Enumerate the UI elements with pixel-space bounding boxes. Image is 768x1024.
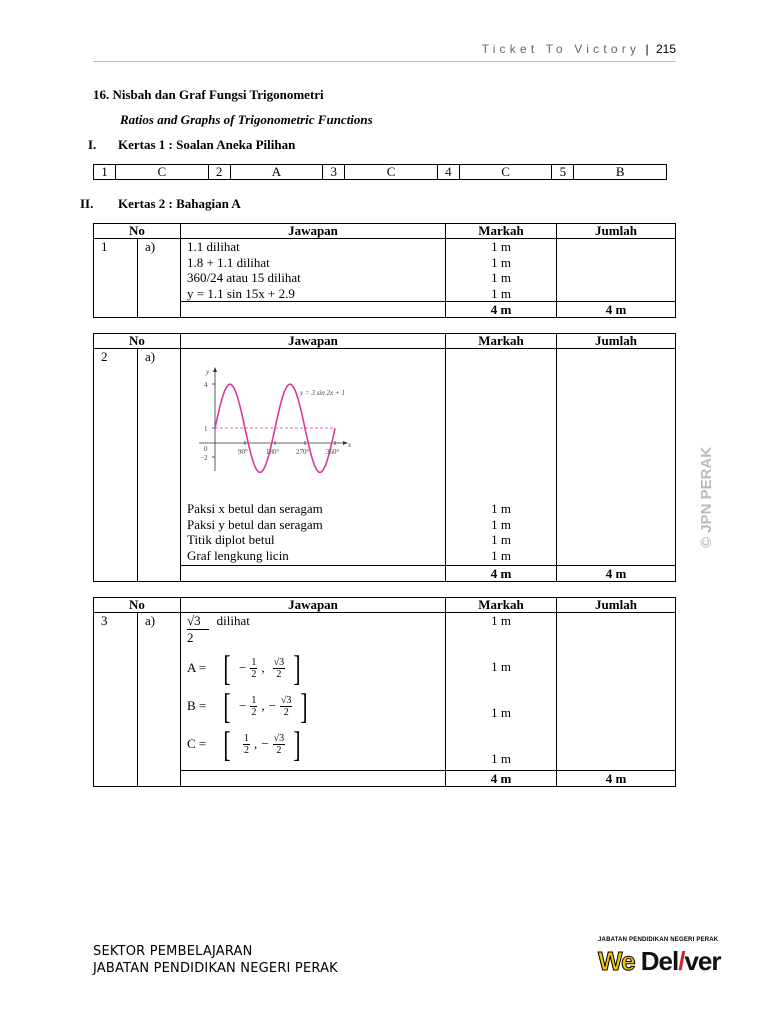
q2-mark: 1 m	[491, 516, 511, 532]
header-jawapan: Jawapan	[181, 598, 446, 613]
header-jumlah: Jumlah	[557, 598, 676, 613]
denominator: 2	[251, 668, 257, 680]
y-tick-neg2: −2	[200, 454, 208, 462]
y-fraction	[273, 657, 286, 680]
q3-total-sum: 4 m	[557, 771, 676, 787]
comma: ,	[261, 660, 265, 676]
q3-seen-row	[187, 613, 445, 649]
point-C	[187, 725, 445, 763]
q1-mark: 1 m	[491, 285, 511, 301]
q1-total-blank	[181, 302, 446, 318]
q2-mark: 1 m	[491, 501, 511, 516]
mcq-q1: 1	[94, 165, 116, 180]
mcq-answer-table	[93, 164, 667, 180]
denominator: 2	[276, 744, 282, 756]
q2-total-blank	[181, 566, 446, 582]
right-bracket: ]	[293, 648, 301, 688]
q1-part: a)	[138, 239, 181, 318]
numerator: √3	[280, 694, 292, 706]
y-tick-1: 1	[204, 425, 208, 433]
q1-mark: 1 m	[491, 239, 511, 254]
numerator: 1	[251, 656, 257, 668]
sqrt3-over-2	[187, 613, 209, 645]
comma: ,	[261, 698, 265, 714]
q3-total-mark: 4 m	[446, 771, 557, 787]
numerator: √3	[273, 656, 285, 668]
q2-mark: 1 m	[491, 547, 511, 563]
q3-marks-cell	[446, 613, 557, 771]
header-markah: Markah	[446, 334, 557, 349]
q2-mark: 1 m	[491, 532, 511, 548]
x-fraction	[250, 657, 257, 680]
watermark: © JPN PERAK	[698, 446, 715, 548]
denominator: 2	[276, 668, 282, 680]
q3-mark: 1 m	[491, 751, 511, 766]
q3-answer-cell	[181, 613, 446, 771]
q1-line: 1.1 dilihat	[187, 239, 240, 254]
page-number: 215	[655, 42, 676, 56]
point-A-coords	[233, 657, 291, 680]
y-sign: −	[261, 736, 269, 752]
answer-table-q2	[93, 333, 676, 582]
y-tick-4: 4	[204, 381, 208, 389]
point-B-label: B =	[187, 698, 207, 714]
denominator: 2	[244, 744, 249, 756]
denominator: 2	[251, 706, 257, 718]
point-A-label: A =	[187, 660, 207, 676]
header-jumlah: Jumlah	[557, 224, 676, 239]
x-sign: −	[239, 698, 247, 714]
q2-marks	[446, 501, 556, 563]
point-C-label: C =	[187, 736, 207, 752]
q1-line: y = 1.1 sin 15x + 2.9	[187, 285, 295, 301]
left-bracket: [	[223, 724, 231, 764]
q2-line: Paksi y betul dan seragam	[187, 516, 323, 532]
mcq-a1: C	[116, 165, 209, 180]
mcq-a5: B	[574, 165, 667, 180]
q3-mark: 1 m	[491, 659, 511, 674]
q1-line: 360/24 atau 15 dilihat	[187, 270, 301, 286]
q1-number: 1	[94, 239, 138, 318]
section-1-numeral: I.	[88, 137, 97, 152]
footer-line-1: SEKTOR PEMBELAJARAN	[93, 944, 253, 959]
x-tick-270: 270°	[296, 448, 310, 456]
header-jawapan: Jawapan	[181, 334, 446, 349]
q1-mark: 1 m	[491, 270, 511, 286]
q3-total-blank	[181, 771, 446, 787]
graph-x-label: x	[348, 441, 352, 449]
mcq-q2: 2	[208, 165, 230, 180]
point-B	[187, 687, 445, 725]
q1-total-sum: 4 m	[557, 302, 676, 318]
q3-mark: 1 m	[491, 613, 511, 628]
y-sign: −	[268, 698, 276, 714]
header-markah: Markah	[446, 598, 557, 613]
x-fraction	[250, 695, 257, 718]
mcq-q5: 5	[552, 165, 574, 180]
q2-line: Graf lengkung licin	[187, 547, 289, 563]
q1-line: 1.8 + 1.1 dilihat	[187, 254, 270, 270]
logo-slash: /	[678, 946, 685, 976]
section-1-title: Kertas 1 : Soalan Aneka Pilihan	[118, 137, 296, 152]
q3-part: a)	[138, 613, 181, 787]
q2-total-mark: 4 m	[446, 566, 557, 582]
q2-answer-lines	[187, 501, 323, 563]
q2-line: Titik diplot betul	[187, 532, 275, 548]
page-header	[440, 42, 676, 56]
x-tick-180: 180°	[266, 448, 280, 456]
frac-denominator: 2	[187, 629, 194, 645]
answer-table-q3	[93, 597, 676, 787]
mcq-q3: 3	[323, 165, 345, 180]
point-B-coords	[233, 695, 298, 718]
header-divider	[93, 61, 676, 62]
chapter-title: 16. Nisbah dan Graf Fungsi Trigonometri	[93, 87, 324, 102]
header-markah: Markah	[446, 224, 557, 239]
we-deliver-logo	[598, 937, 733, 977]
point-A	[187, 649, 445, 687]
logo-tagline: JABATAN PENDIDIKAN NEGERI PERAK	[598, 937, 719, 943]
q1-mark: 1 m	[491, 254, 511, 270]
logo-ver: ver	[684, 946, 721, 976]
right-bracket: ]	[293, 724, 301, 764]
q1-marks	[446, 239, 557, 302]
q2-part: a)	[138, 349, 181, 582]
q3-seen-text: dilihat	[216, 613, 250, 628]
q3-jumlah-cell	[557, 613, 676, 771]
q1-total-mark: 4 m	[446, 302, 557, 318]
logo-wordmark	[598, 946, 721, 977]
mcq-q4: 4	[437, 165, 459, 180]
header-jawapan: Jawapan	[181, 224, 446, 239]
q2-jumlah-cell	[557, 349, 676, 566]
section-2-title: Kertas 2 : Bahagian A	[118, 196, 241, 211]
header-separator: |	[645, 42, 649, 56]
graph-equation: y = 3 sin 2x + 1	[300, 389, 345, 397]
y-tick-0: 0	[204, 445, 208, 453]
frac-numerator: √3	[187, 613, 209, 630]
x-sign: −	[239, 660, 247, 676]
y-fraction	[280, 695, 293, 718]
comma: ,	[254, 736, 258, 752]
footer-line-2: JABATAN PENDIDIKAN NEGERI PERAK	[93, 961, 338, 976]
graph-y-arrow	[213, 367, 217, 372]
numerator: 1	[251, 694, 257, 706]
q2-line: Paksi x betul dan seragam	[187, 501, 323, 516]
q3-number: 3	[94, 613, 138, 787]
mcq-a3: C	[345, 165, 438, 180]
header-no: No	[94, 334, 181, 349]
logo-we: We	[598, 946, 635, 976]
y-fraction	[273, 733, 286, 756]
q2-marks-cell	[446, 349, 557, 566]
header-no: No	[94, 598, 181, 613]
q2-number: 2	[94, 349, 138, 582]
q1-answer-lines	[181, 239, 446, 302]
q2-answer-cell	[181, 349, 446, 566]
footer	[93, 943, 338, 977]
x-tick-360: 360°	[326, 448, 340, 456]
q1-jumlah-cell	[557, 239, 676, 302]
mcq-a4: C	[459, 165, 552, 180]
section-2-numeral: II.	[80, 196, 94, 211]
denominator: 2	[283, 706, 289, 718]
left-bracket: [	[223, 648, 231, 688]
numerator: √3	[273, 732, 285, 744]
header-jumlah: Jumlah	[557, 334, 676, 349]
answer-table-q1	[93, 223, 676, 318]
series-title: Ticket To Victory	[481, 42, 641, 56]
sine-graph	[193, 365, 373, 475]
numerator: 1	[244, 732, 249, 744]
graph-y-label: y	[206, 368, 210, 376]
right-bracket: ]	[300, 686, 309, 726]
x-tick-90: 90°	[238, 448, 248, 456]
point-C-coords	[233, 733, 291, 756]
x-fraction	[243, 733, 250, 756]
q3-mark: 1 m	[491, 705, 511, 720]
header-no: No	[94, 224, 181, 239]
mcq-a2: A	[230, 165, 323, 180]
logo-del: Del	[640, 946, 679, 976]
chapter-subtitle: Ratios and Graphs of Trigonometric Functions	[120, 112, 373, 127]
left-bracket: [	[223, 686, 231, 726]
q2-total-sum: 4 m	[557, 566, 676, 582]
